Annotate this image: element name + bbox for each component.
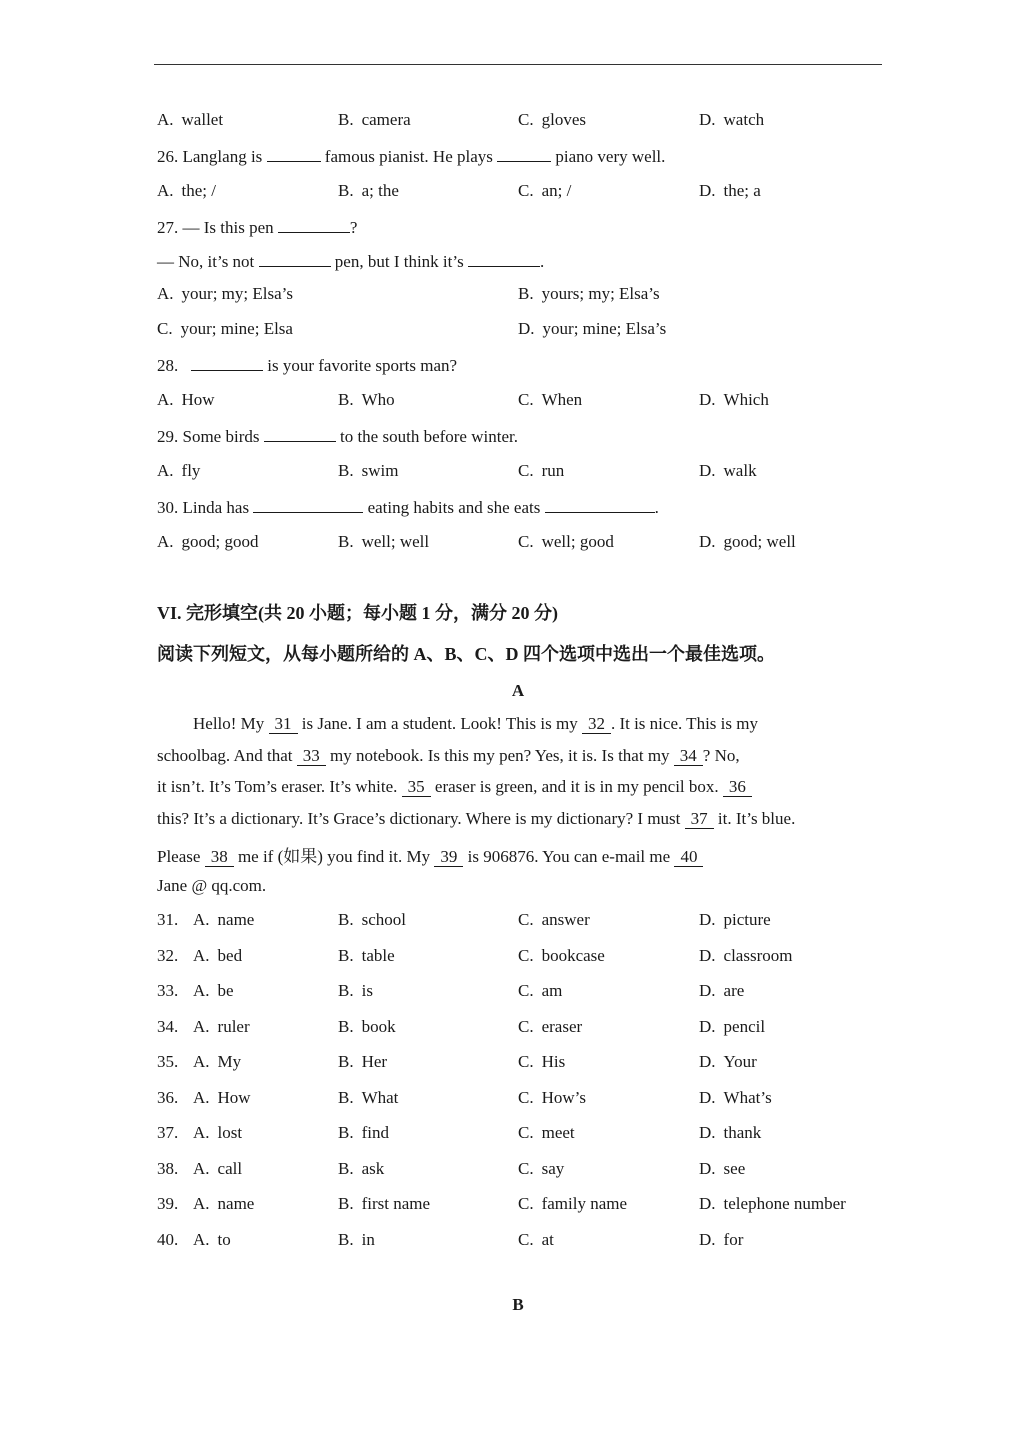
- q25-option-b: B. camera: [338, 110, 411, 129]
- cloze-question-number: 35.: [157, 1052, 179, 1071]
- cloze-question-number: 33.: [157, 981, 179, 1000]
- cloze-question-number: 32.: [157, 945, 179, 965]
- answer-blank: [264, 424, 336, 442]
- cloze-option-a: A. How: [193, 1087, 251, 1107]
- question-27: 27. — Is this pen ?: [157, 215, 357, 239]
- q29-option-d: D. walk: [699, 461, 757, 480]
- cloze-question-number: 34.: [157, 1016, 179, 1036]
- q28-option-b: B. Who: [338, 390, 395, 409]
- cloze-option-a: A. be: [193, 981, 234, 1000]
- q27-option-c: C. your; mine; Elsa: [157, 319, 293, 338]
- cloze-option-c: C. meet: [518, 1123, 575, 1142]
- question-29: 29. Some birds to the south before winter.: [157, 424, 518, 448]
- q27-option-b: B. yours; my; Elsa’s: [518, 284, 660, 303]
- cloze-option-a: A. ruler: [193, 1016, 250, 1036]
- cloze-option-d: D. for: [699, 1229, 744, 1249]
- cloze-option-d: D. thank: [699, 1123, 762, 1142]
- cloze-question-number: 37.: [157, 1123, 179, 1142]
- answer-blank: [468, 249, 540, 267]
- q29-option-a: A. fly: [157, 461, 201, 480]
- passage-line-4: this? It’s a dictionary. It’s Grace’s dictionary. Where is my dictionary? I must 37 it. It’s blue.: [157, 809, 796, 828]
- cloze-option-d: D. are: [699, 981, 745, 1000]
- q28-option-d: D. Which: [699, 390, 769, 409]
- q29-option-c: C. run: [518, 461, 565, 480]
- cloze-question-number: 40.: [157, 1229, 179, 1249]
- cloze-question-number: 31.: [157, 910, 179, 929]
- cloze-option-c: C. answer: [518, 910, 590, 929]
- answer-blank: [259, 249, 331, 267]
- blank-32: 32: [582, 715, 611, 734]
- passage-label-b: B: [512, 1295, 524, 1314]
- cloze-option-d: D. see: [699, 1158, 746, 1178]
- q28-option-a: A. How: [157, 390, 215, 409]
- answer-blank: [191, 353, 263, 371]
- q26-option-b: B. a; the: [338, 181, 399, 200]
- blank-31: 31: [269, 715, 298, 734]
- passage-line-2: schoolbag. And that 33 my notebook. Is this my pen? Yes, it is. Is that my 34 ? No,: [157, 746, 740, 765]
- q26-option-a: A. the; /: [157, 181, 216, 200]
- q26-option-d: D. the; a: [699, 181, 761, 200]
- cloze-option-a: A. to: [193, 1229, 231, 1249]
- cloze-option-c: C. say: [518, 1158, 565, 1178]
- cloze-option-d: D. picture: [699, 910, 771, 929]
- q25-option-c: C. gloves: [518, 110, 586, 129]
- cloze-option-d: D. What’s: [699, 1087, 772, 1107]
- q29-option-b: B. swim: [338, 461, 399, 480]
- cloze-option-b: B. Her: [338, 1052, 388, 1071]
- cloze-option-a: A. call: [193, 1158, 243, 1178]
- q27-option-a: A. your; my; Elsa’s: [157, 284, 293, 303]
- q26-option-c: C. an; /: [518, 181, 572, 200]
- cloze-option-c: C. eraser: [518, 1016, 583, 1036]
- answer-blank: [545, 495, 655, 513]
- passage-label-a: A: [511, 681, 525, 700]
- answer-blank: [253, 495, 363, 513]
- q25-option-a: A. wallet: [157, 110, 224, 129]
- cloze-option-b: B. find: [338, 1123, 389, 1142]
- blank-33: 33: [297, 747, 326, 766]
- cloze-option-c: C. His: [518, 1052, 566, 1071]
- answer-blank: [497, 144, 551, 162]
- cloze-option-a: A. name: [193, 1194, 255, 1213]
- q30-option-c: C. well; good: [518, 532, 614, 551]
- q28-option-c: C. When: [518, 390, 583, 409]
- cloze-option-b: B. ask: [338, 1158, 385, 1178]
- cloze-option-c: C. bookcase: [518, 945, 605, 965]
- blank-37: 37: [685, 810, 714, 829]
- cloze-option-d: D. pencil: [699, 1016, 766, 1036]
- answer-blank: [267, 144, 321, 162]
- q30-option-a: A. good; good: [157, 532, 259, 551]
- passage-line-3: it isn’t. It’s Tom’s eraser. It’s white. 35 eraser is green, and it is in my pencil box. 36: [157, 777, 879, 797]
- q30-option-d: D. good; well: [699, 532, 796, 551]
- cloze-option-a: A. bed: [193, 945, 243, 965]
- cloze-option-c: C. How’s: [518, 1087, 586, 1107]
- answer-blank: [278, 215, 350, 233]
- q30-option-b: B. well; well: [338, 532, 430, 551]
- cloze-option-b: B. table: [338, 945, 395, 965]
- cloze-option-b: B. school: [338, 910, 406, 929]
- cloze-question-number: 36.: [157, 1087, 179, 1107]
- cloze-question-number: 38.: [157, 1158, 179, 1178]
- cloze-option-b: B. What: [338, 1087, 399, 1107]
- header-rule: [154, 64, 882, 65]
- cloze-option-b: B. book: [338, 1016, 396, 1036]
- question-30: 30. Linda has eating habits and she eats .: [157, 495, 659, 519]
- passage-line-5: Please 38 me if (如果) you find it. My 39 is 906876. You can e-mail me 40: [157, 842, 879, 867]
- passage-line-1: Hello! My 31 is Jane. I am a student. Look! This is my 32 . It is nice. This is my: [193, 714, 758, 733]
- blank-38: 38: [205, 848, 234, 867]
- question-27-line-2: — No, it’s not pen, but I think it’s .: [157, 249, 544, 273]
- cloze-option-b: B. in: [338, 1229, 375, 1249]
- passage-line-6: Jane @ qq.com.: [157, 876, 267, 895]
- blank-35: 35: [402, 778, 431, 797]
- question-28: 28. is your favorite sports man?: [157, 353, 457, 377]
- cloze-option-d: D. telephone number: [699, 1194, 846, 1213]
- section-title: VI. 完形填空(共 20 小题；每小题 1 分，满分 20 分): [157, 603, 558, 623]
- cloze-option-c: C. family name: [518, 1194, 628, 1213]
- cloze-option-d: D. classroom: [699, 945, 793, 965]
- cloze-option-d: D. Your: [699, 1052, 757, 1071]
- blank-40: 40: [674, 848, 703, 867]
- cloze-option-b: B. is: [338, 981, 373, 1000]
- cloze-option-c: C. at: [518, 1229, 554, 1249]
- cloze-option-a: A. name: [193, 910, 255, 929]
- blank-34: 34: [674, 747, 703, 766]
- blank-36: 36: [723, 778, 752, 797]
- cloze-option-c: C. am: [518, 981, 563, 1000]
- blank-39: 39: [434, 848, 463, 867]
- cloze-option-b: B. first name: [338, 1194, 431, 1213]
- q25-option-d: D. watch: [699, 110, 765, 129]
- cloze-question-number: 39.: [157, 1194, 179, 1213]
- q27-option-d: D. your; mine; Elsa’s: [518, 319, 667, 338]
- cloze-option-a: A. lost: [193, 1123, 243, 1142]
- cloze-option-a: A. My: [193, 1052, 242, 1071]
- question-26: 26. Langlang is famous pianist. He plays piano very well.: [157, 144, 665, 168]
- section-instruction: 阅读下列短文，从每小题所给的 A、B、C、D 四个选项中选出一个最佳选项。: [157, 644, 775, 664]
